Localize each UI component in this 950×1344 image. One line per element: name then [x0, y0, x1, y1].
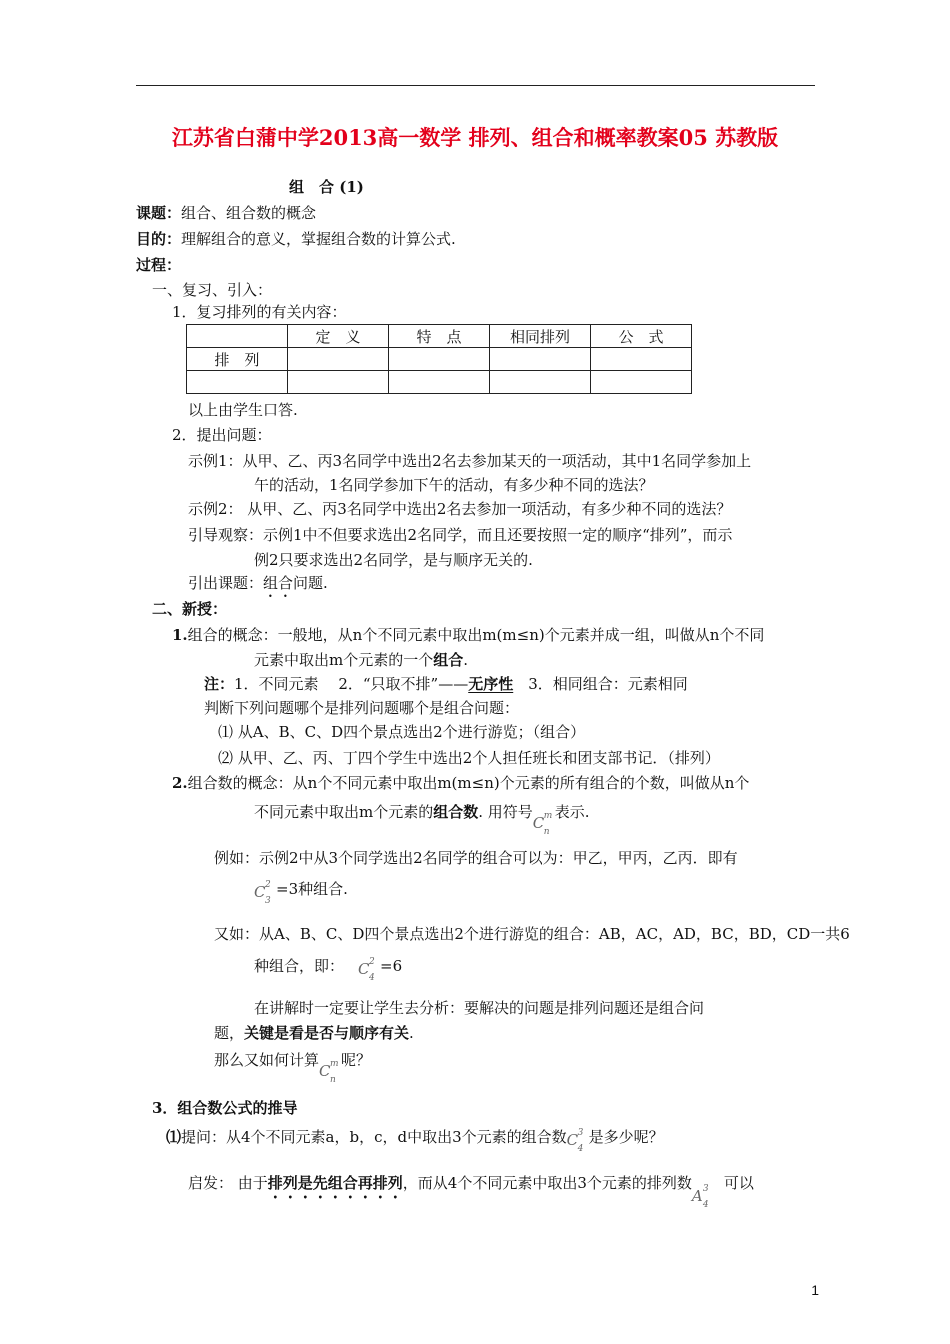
question-number: ⑴: [166, 1128, 182, 1146]
question-post: 是多少呢？: [588, 1128, 664, 1146]
table-cell: [389, 371, 490, 394]
table-header-cell: 定 义: [288, 325, 389, 348]
goal-text: 理解组合的意义，掌握组合数的计算公式.: [181, 230, 456, 248]
example2-equals: =6: [380, 957, 403, 975]
table-cell: [187, 371, 288, 394]
table-cell: [591, 348, 692, 371]
concept2-number: 2.: [172, 774, 188, 792]
goal-label: 目的：: [136, 230, 182, 248]
symbol-sub: 4: [369, 973, 375, 983]
combination-symbol-c32: [254, 878, 276, 906]
teaching-pre: 题，: [214, 1024, 245, 1042]
table-cell: [490, 371, 591, 394]
concept1-post: .: [463, 651, 469, 669]
teaching-key: 关键是看是否与顺序有关: [244, 1024, 410, 1042]
table-cell: [591, 371, 692, 394]
combination-symbol-c42: [358, 955, 380, 983]
concept1-line2: [254, 650, 468, 670]
table-row: [187, 371, 692, 394]
combination-symbol-c43: [566, 1126, 589, 1154]
symbol-base: C: [532, 814, 545, 832]
teaching-line2: [214, 1023, 414, 1043]
example1-line2: 午的活动，1名同学参加下午的活动，有多少种不同的选法？: [254, 476, 654, 494]
combination-symbol-cmn: [319, 1057, 341, 1085]
judge-item2: ⑵ 从甲、乙、丙、丁四个学生中选出2个人担任班长和团支部书记．（排列）: [218, 749, 720, 767]
hint-pre: 启发： 由于: [188, 1174, 268, 1192]
concept1-bold: 组合: [433, 651, 464, 669]
table-header-cell: 相同排列: [490, 325, 591, 348]
symbol-sup: 2: [369, 957, 375, 967]
lead-post: 问题.: [293, 574, 328, 592]
example-count: 种组合.: [298, 880, 348, 898]
symbol-sub: 4: [702, 1200, 709, 1210]
concept1-text2: 元素中取出m个元素的一个: [254, 651, 434, 669]
symbol-sub: 4: [577, 1144, 584, 1154]
symbol-sup: m: [543, 811, 553, 821]
table-header-cell: 公 式: [591, 325, 692, 348]
concept2-line2: [254, 801, 590, 837]
concept1-text: 组合的概念：一般地，从n个不同元素中取出m(m≤n)个元素并成一组，叫做从n个不同: [187, 626, 765, 644]
note-underline: 无序性: [468, 675, 514, 693]
judge-prompt: 判断下列问题哪个是排列问题哪个是组合问题：: [204, 699, 520, 717]
topic-line: [136, 203, 316, 223]
lead-topic: [188, 573, 328, 601]
document-title: 江苏省白蒲中学2013高一数学 排列、组合和概率教案05 苏教版: [171, 125, 779, 150]
header-rule: [136, 85, 815, 86]
hint-end: 可以: [723, 1174, 754, 1192]
symbol-base: C: [254, 883, 266, 901]
table-cell: [288, 371, 389, 394]
ask-line: [214, 1049, 372, 1085]
lead-label: 引出课题：: [188, 574, 264, 592]
symbol-base: C: [358, 960, 370, 978]
note-line: [204, 674, 688, 694]
review-table: [186, 324, 692, 394]
example-line1: 例如：示例2中从3个同学选出2名同学的组合可以为：甲乙，甲丙，乙丙．即有: [214, 849, 738, 867]
table-header-cell: 特 点: [389, 325, 490, 348]
part1-item2: 2．提出问题：: [172, 426, 272, 444]
symbol-base: C: [566, 1131, 579, 1149]
table-row: [187, 348, 692, 371]
ask-post: 呢？: [341, 1051, 372, 1069]
concept1-line1: [172, 625, 764, 645]
part2-heading: 二、新授：: [152, 600, 228, 618]
judge-item1: ⑴ 从A、B、C、D四个景点选出2个进行游览；（组合）: [218, 723, 586, 741]
symbol-sup: 3: [577, 1128, 584, 1138]
example2: 示例2： 从甲、乙、丙3名同学中选出2名去参加一项活动，有多少种不同的选法？: [188, 500, 732, 518]
symbol-sub: n: [330, 1075, 336, 1085]
concept2-symbol-label: . 用符号: [478, 803, 533, 821]
symbol-sup: 2: [265, 880, 271, 890]
note-label: 注：: [204, 675, 235, 693]
goal-line: [136, 229, 456, 249]
permutation-symbol-a43: [691, 1182, 714, 1210]
question-text: 提问：从4个不同元素a，b，c，d中取出3个元素的组合数: [181, 1128, 567, 1146]
example1-line1: 示例1：从甲、乙、丙3名同学中选出2名去参加某天的一项活动，其中1名同学参加上: [188, 452, 752, 470]
note-items: 1．不同元素 2．“只取不排”——: [234, 675, 469, 693]
example2-text: 种组合，即：: [254, 957, 345, 975]
section-title: 组 合 (1): [289, 178, 364, 196]
example-line2: [254, 878, 348, 906]
teaching-post: .: [409, 1024, 414, 1042]
symbol-base: C: [319, 1062, 331, 1080]
table-cell: [389, 348, 490, 371]
table-cell: [288, 348, 389, 371]
symbol-sub: 3: [265, 896, 271, 906]
part3-heading: [152, 1098, 297, 1118]
teaching-line1: 在讲解时一定要让学生去分析：要解决的问题是排列问题还是组合问: [254, 999, 705, 1017]
concept2-text2: 不同元素中取出m个元素的: [254, 803, 434, 821]
example2-line2: [254, 955, 403, 983]
concept2-text: 组合数的概念：从n个不同元素中取出m(m≤n)个元素的所有组合的个数，叫做从n个: [187, 774, 750, 792]
part1-item1: 1．复习排列的有关内容：: [172, 303, 347, 321]
question-line: [166, 1126, 664, 1154]
ask-pre: 那么又如何计算: [214, 1051, 320, 1069]
topic-label: 课题：: [136, 204, 182, 222]
topic-text: 组合、组合数的概念: [181, 204, 317, 222]
table-header-row: [187, 325, 692, 348]
hint-line: [188, 1172, 754, 1210]
lead-emphasis: 组合: [263, 574, 294, 592]
symbol-sup: 3: [702, 1184, 709, 1194]
symbol-sup: m: [330, 1059, 339, 1069]
concept2-end: 表示.: [554, 803, 590, 821]
table-header-cell: [187, 325, 288, 348]
hint-emphasis: 排列是先组合再排列: [267, 1174, 403, 1192]
symbol-sub: n: [543, 827, 550, 837]
after-table-note: 以上由学生口答.: [188, 401, 298, 419]
symbol-base: A: [691, 1187, 703, 1205]
table-cell: 排 列: [187, 348, 288, 371]
hint-mid: ，而从4个不同元素中取出3个元素的排列数: [402, 1174, 692, 1192]
note-item3: 3．相同组合：元素相同: [513, 675, 688, 693]
example2-line1: 又如：从A、B、C、D四个景点选出2个进行游览的组合：AB，AC，AD，BC，BD，CD一共6: [214, 925, 850, 943]
table-cell: [490, 348, 591, 371]
concept2-bold: 组合数: [433, 803, 479, 821]
process-label: 过程：: [136, 256, 182, 274]
part3-heading-text: 3．组合数公式的推导: [152, 1099, 298, 1117]
guide-line1: 引导观察：示例1中不但要求选出2名同学，而且还要按照一定的顺序“排列”，而示: [188, 526, 733, 544]
example-equals: =3: [276, 880, 299, 898]
concept2-line1: [172, 773, 749, 793]
part1-heading: 一、复习、引入：: [152, 281, 273, 299]
guide-line2: 例2只要求选出2名同学，是与顺序无关的.: [254, 551, 533, 569]
combination-symbol-cmn: [532, 809, 555, 837]
concept1-number: 1.: [172, 626, 188, 644]
page-number: 1: [811, 1282, 819, 1298]
